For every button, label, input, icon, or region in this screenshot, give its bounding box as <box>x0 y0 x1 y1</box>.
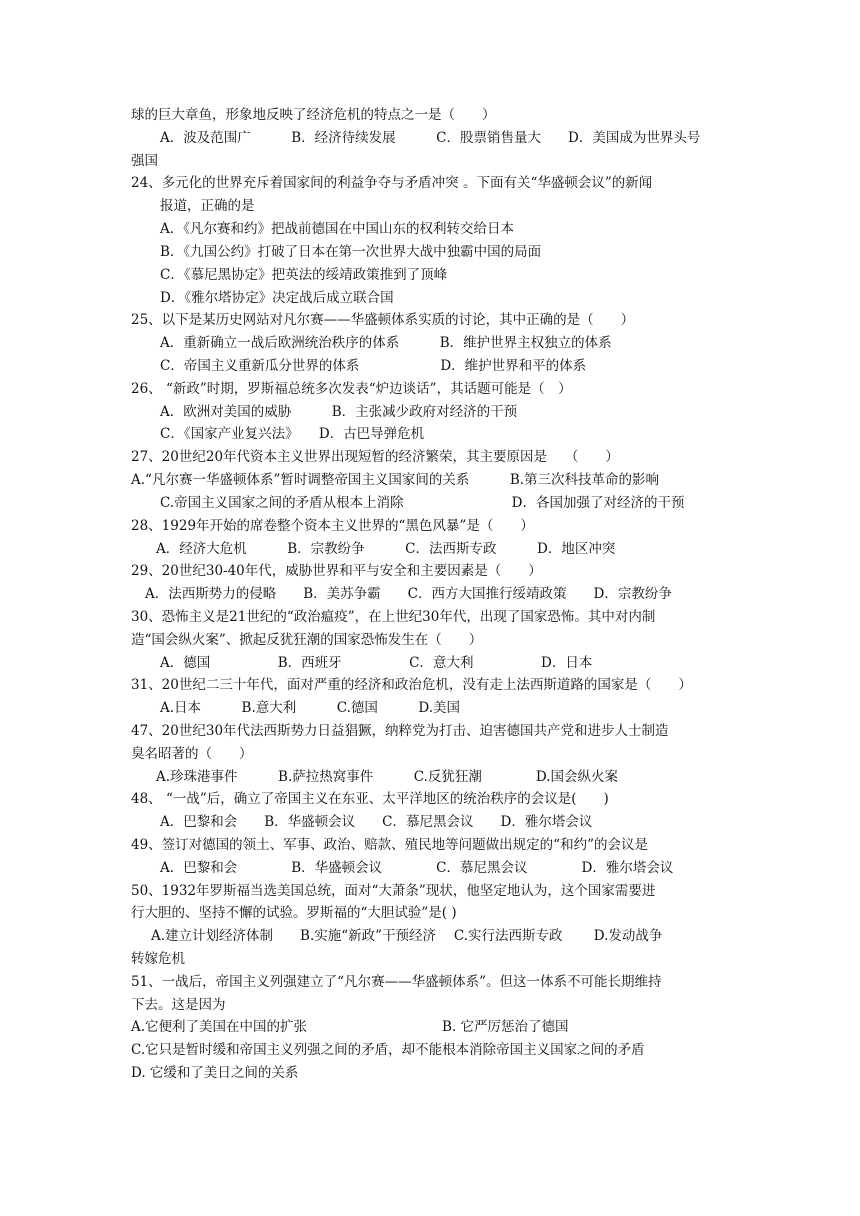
q30-stem: 30、恐怖主义是21世纪的“政治瘟疫”，在上世纪30年代，出现了国家恐怖。其中对内制 <box>131 609 656 625</box>
q27-stem: 27、20世纪20年代资本主义世界出现短暂的经济繁荣，其主要原因是 （ ） <box>131 449 619 465</box>
q23-options-wrap: 强国 <box>131 153 158 169</box>
q24-option-c: C．《慕尼黑协定》把英法的绥靖政策推到了顶峰 <box>160 267 448 283</box>
q49-options: A．巴黎和会 B．华盛顿会议 C．慕尼黑会议 D．雅尔塔会议 <box>160 860 674 876</box>
q28-options: A．经济大危机 B．宗教纷争 C．法西斯专政 D．地区冲突 <box>156 541 616 557</box>
q29-options: A．法西斯势力的侵略 B．美苏争霸 C．西方大国推行绥靖政策 D．宗教纷争 <box>145 586 672 602</box>
q26-options-ab: A．欧洲对美国的威胁 B．主张减少政府对经济的干预 <box>160 404 518 420</box>
q49-stem: 49、签订对德国的领土、军事、政治、赔款、殖民地等问题做出规定的“和约”的会议是 <box>131 837 648 853</box>
q51-option-d: D. 它缓和了美日之间的关系 <box>131 1065 299 1081</box>
q31-stem: 31、20世纪二三十年代，面对严重的经济和政治危机，没有走上法西斯道路的国家是（ ） <box>131 677 692 693</box>
q25-options-cd: C．帝国主义重新瓜分世界的体系 D．维护世界和平的体系 <box>160 358 587 374</box>
q51-stem-wrap: 下去。这是因为 <box>131 997 226 1013</box>
q28-stem: 28、1929年开始的席卷整个资本主义世界的“黑色风暴”是（ ） <box>131 518 534 534</box>
q25-options-ab: A．重新确立一战后欧洲统治秩序的体系 B．维护世界主权独立的体系 <box>160 335 612 351</box>
q47-stem-wrap: 臭名昭著的（ ） <box>131 746 253 762</box>
q26-options-cd: C．《国家产业复兴法》 D．古巴导弹危机 <box>160 426 425 442</box>
q48-stem: 48、 “一战”后，确立了帝国主义在东亚、太平洋地区的统治秩序的会议是( ) <box>131 791 609 807</box>
q24-stem-wrap: 报道，正确的是 <box>160 198 255 214</box>
q47-stem: 47、20世纪30年代法西斯势力日益猖獗，纳粹党为打击、迫害德国共产党和进步人士制造 <box>131 723 669 739</box>
q23-options: A．波及范围广 B．经济待续发展 C．股票销售量大 D．美国成为世界头号 <box>160 130 701 146</box>
q48-options: A．巴黎和会 B．华盛顿会议 C．慕尼黑会议 D．雅尔塔会议 <box>160 814 593 830</box>
q26-stem: 26、 “新政”时期，罗斯福总统多次发表“炉边谈话”，其话题可能是（ ） <box>131 381 572 397</box>
q24-stem: 24、多元化的世界充斥着国家间的利益争夺与矛盾冲突 。下面有关“华盛顿会议”的新闻 <box>131 175 653 191</box>
q50-options: A.建立计划经济体制 B.实施“新政”干预经济 C.实行法西斯专政 D.发动战争 <box>151 928 663 944</box>
q47-options: A.珍珠港事件 B.萨拉热窝事件 C.反犹狂潮 D.国会纵火案 <box>156 769 619 785</box>
q51-options-ab: A.它便利了美国在中国的扩张 B. 它严厉惩治了德国 <box>131 1019 569 1035</box>
q51-stem: 51、一战后，帝国主义列强建立了“凡尔赛——华盛顿体系”。但这一体系不可能长期维持 <box>131 974 662 990</box>
q24-option-a: A．《凡尔赛和约》把战前德国在中国山东的权利转交给日本 <box>160 221 514 237</box>
q50-stem-wrap: 行大胆的、坚持不懈的试验。罗斯福的“大胆试验”是( ) <box>131 905 457 921</box>
q23-stem-tail: 球的巨大章鱼，形象地反映了经济危机的特点之一是（ ） <box>131 107 496 123</box>
q24-option-d: D．《雅尔塔协定》决定战后成立联合国 <box>160 290 394 306</box>
q50-stem: 50、1932年罗斯福当选美国总统，面对“大萧条”现状，他坚定地认为，这个国家需要进 <box>131 883 656 899</box>
q25-stem: 25、以下是某历史网站对凡尔赛——华盛顿体系实质的讨论，其中正确的是（ ） <box>131 312 635 328</box>
q30-stem-wrap: 造“国会纵火案”、掀起反犹狂潮的国家恐怖发生在（ ） <box>131 632 483 648</box>
q29-stem: 29、20世纪30-40年代，威胁世界和平与安全和主要因素是（ ） <box>131 563 542 579</box>
q27-options-cd: C.帝国主义国家之间的矛盾从根本上消除 D．各国加强了对经济的干预 <box>160 495 685 511</box>
q51-option-c: C.它只是暂时缓和帝国主义列强之间的矛盾，却不能根本消除帝国主义国家之间的矛盾 <box>131 1042 645 1058</box>
q50-options-wrap: 转嫁危机 <box>131 951 185 967</box>
q24-option-b: B．《九国公约》打破了日本在第一次世界大战中独霸中国的局面 <box>160 244 542 260</box>
q31-options: A.日本 B.意大利 C.德国 D.美国 <box>160 700 461 716</box>
q30-options: A．德国 B．西班牙 C．意大利 D．日本 <box>160 655 593 671</box>
q27-options-ab: A.“凡尔赛一华盛顿体系”暂时调整帝国主义国家间的关系 B.第三次科技革命的影响 <box>131 472 660 488</box>
